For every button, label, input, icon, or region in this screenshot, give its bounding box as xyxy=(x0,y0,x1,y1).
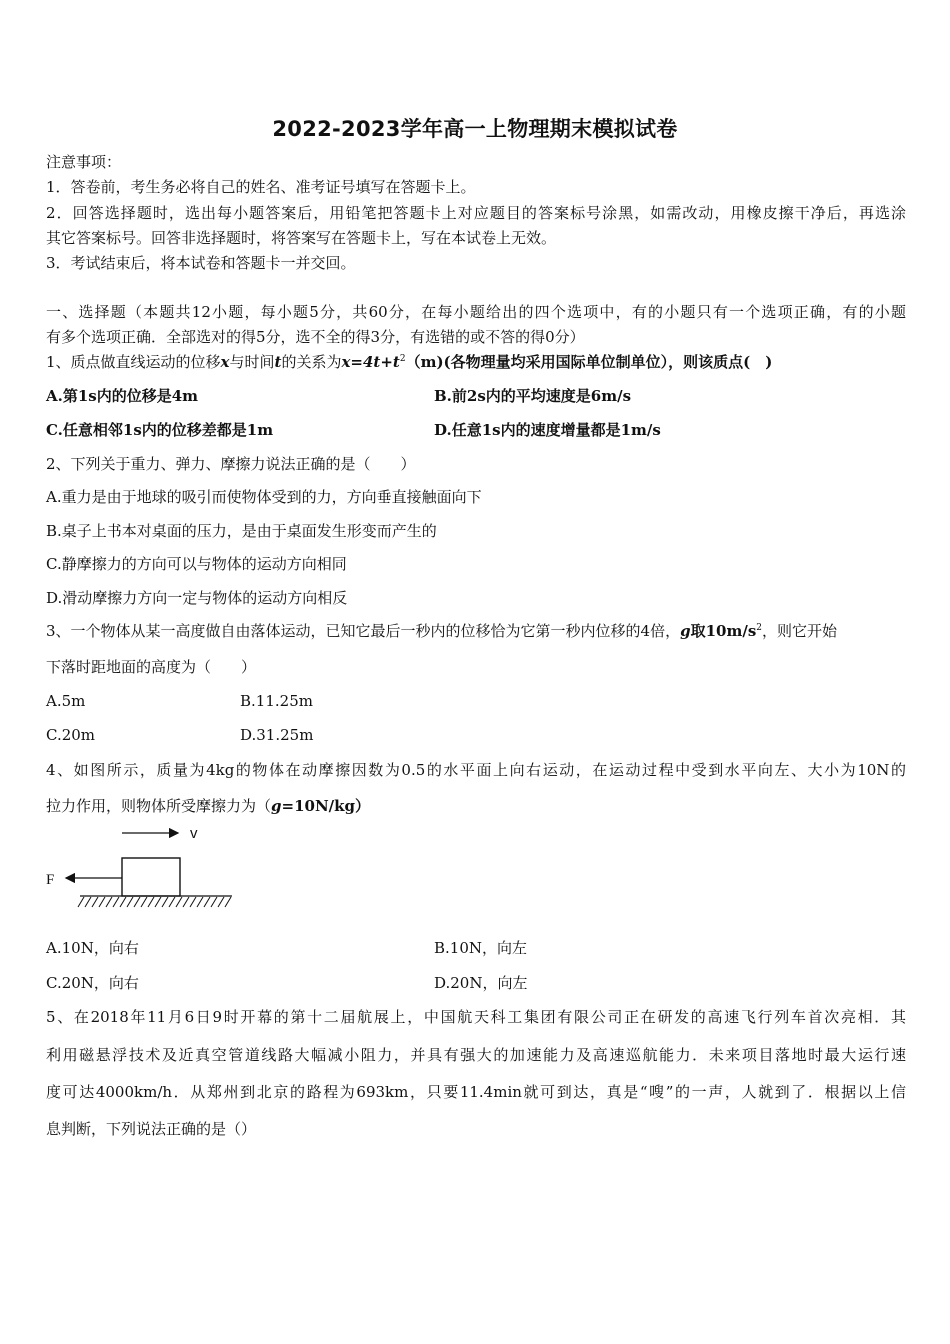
q1-var-x: x xyxy=(220,353,230,371)
q5-stem-line3: 度可达4000km/h．从郑州到北京的路程为693km，只要11.4min就可到达，真是“嗖”的一声，人就到了．根据以上信 xyxy=(46,1083,906,1101)
velocity-label: v xyxy=(190,825,198,842)
q5-stem-line2: 利用磁悬浮技术及近真空管道线路大幅减小阻力，并具有强大的加速能力及高速巡航能力．未来项目落地时最大运行速 xyxy=(46,1046,906,1064)
q3-option-c: C.20m xyxy=(46,726,96,744)
q2-option-b: B.桌子上书本对桌面的压力，是由于桌面发生形变而产生的 xyxy=(46,522,437,540)
q1-equation-exponent: 2 xyxy=(399,354,406,364)
q4-stem-line1: 4、如图所示，质量为4kg的物体在动摩擦因数为0.5的水平面上向右运动，在运动过程中受到水平向左、大小为10N的 xyxy=(46,761,906,779)
q1-option-d: D.任意1s内的速度增量都是1m/s xyxy=(434,421,661,439)
notice-item-2a: 2．回答选择题时，选出每小题答案后，用铅笔把答题卡上对应题目的答案标号涂黑，如需改动，用橡皮擦干净后，再选涂 xyxy=(46,204,906,222)
q3-stem-mid: 取10m/s xyxy=(690,622,757,640)
q2-option-d: D.滑动摩擦力方向一定与物体的运动方向相反 xyxy=(46,589,348,607)
q1-option-c: C.任意相邻1s内的位移差都是1m xyxy=(46,421,274,439)
q2-stem: 2、下列关于重力、弹力、摩擦力说法正确的是（ ） xyxy=(46,455,416,473)
q3-stem-pre: 3、一个物体从某一高度做自由落体运动，已知它最后一秒内的位移恰为它第一秒内位移的4倍， xyxy=(46,622,681,640)
q1-equation: x=4t+t xyxy=(341,353,400,371)
section-instructions-1: 一、选择题（本题共12小题，每小题5分，共60分，在每小题给出的四个选项中，有的小题只有一个选项正确，有的小题 xyxy=(46,303,906,321)
q5-stem-line1: 5、在2018年11月6日9时开幕的第十二届航展上，中国航天科工集团有限公司正在研发的高速飞行列车首次亮相．其 xyxy=(46,1008,906,1026)
notice-item-1: 1．答卷前，考生务必将自己的姓名、准考证号填写在答题卡上。 xyxy=(46,178,476,196)
page-title: 2022-2023学年高一上物理期末模拟试卷 xyxy=(272,117,678,141)
q1-stem-pre: 1、质点做直线运动的位移 xyxy=(46,353,221,371)
section-instructions-2: 有多个选项正确．全部选对的得5分，选不全的得3分，有选错的或不答的得0分） xyxy=(46,328,585,346)
q3-stem-line2: 下落时距地面的高度为（ ） xyxy=(46,658,257,676)
q3-option-d: D.31.25m xyxy=(240,726,314,744)
q4-option-b: B.10N，向左 xyxy=(434,939,528,957)
q4-option-a: A.10N，向右 xyxy=(46,939,139,957)
q4-option-c: C.20N，向右 xyxy=(46,974,139,992)
q1-var-t: t xyxy=(274,353,282,371)
q1-stem-mid2: 的关系为 xyxy=(281,353,342,371)
q4-stem-post: =10N/kg） xyxy=(281,797,371,815)
q1-option-b: B.前2s内的平均速度是6m/s xyxy=(434,387,632,405)
notice-item-2b: 其它答案标号。回答非选择题时，将答案写在答题卡上，写在本试卷上无效。 xyxy=(46,229,557,247)
block xyxy=(122,858,180,896)
q3-stem-line1 xyxy=(46,621,906,641)
ground-hatching xyxy=(78,897,231,907)
force-diagram xyxy=(40,820,240,915)
q3-stem-post: ，则它开始 xyxy=(762,622,838,640)
q3-var-g: g xyxy=(680,622,691,640)
q4-stem-pre: 拉力作用，则物体所受摩擦力为（ xyxy=(46,797,272,815)
q2-option-c: C.静摩擦力的方向可以与物体的运动方向相同 xyxy=(46,555,347,573)
force-label: F xyxy=(46,872,55,888)
q5-stem-line4: 息判断，下列说法正确的是（） xyxy=(46,1120,257,1138)
q4-option-d: D.20N，向左 xyxy=(434,974,528,992)
q4-stem-line2 xyxy=(46,796,906,816)
q1-stem xyxy=(46,352,906,372)
notice-heading: 注意事项： xyxy=(46,153,122,171)
q2-option-a: A.重力是由于地球的吸引而使物体受到的力，方向垂直接触面向下 xyxy=(46,488,482,506)
q4-var-g: g xyxy=(271,797,282,815)
q3-stem-exponent: 2 xyxy=(756,623,762,633)
q3-option-b: B.11.25m xyxy=(240,692,313,710)
q1-stem-mid1: 与时间 xyxy=(229,353,275,371)
notice-item-3: 3．考试结束后，将本试卷和答题卡一并交回。 xyxy=(46,254,356,272)
q3-option-a: A.5m xyxy=(46,692,86,710)
q1-option-a: A.第1s内的位移是4m xyxy=(46,387,199,405)
q1-stem-post: （m)(各物理量均采用国际单位制单位），则该质点( ) xyxy=(405,353,773,371)
